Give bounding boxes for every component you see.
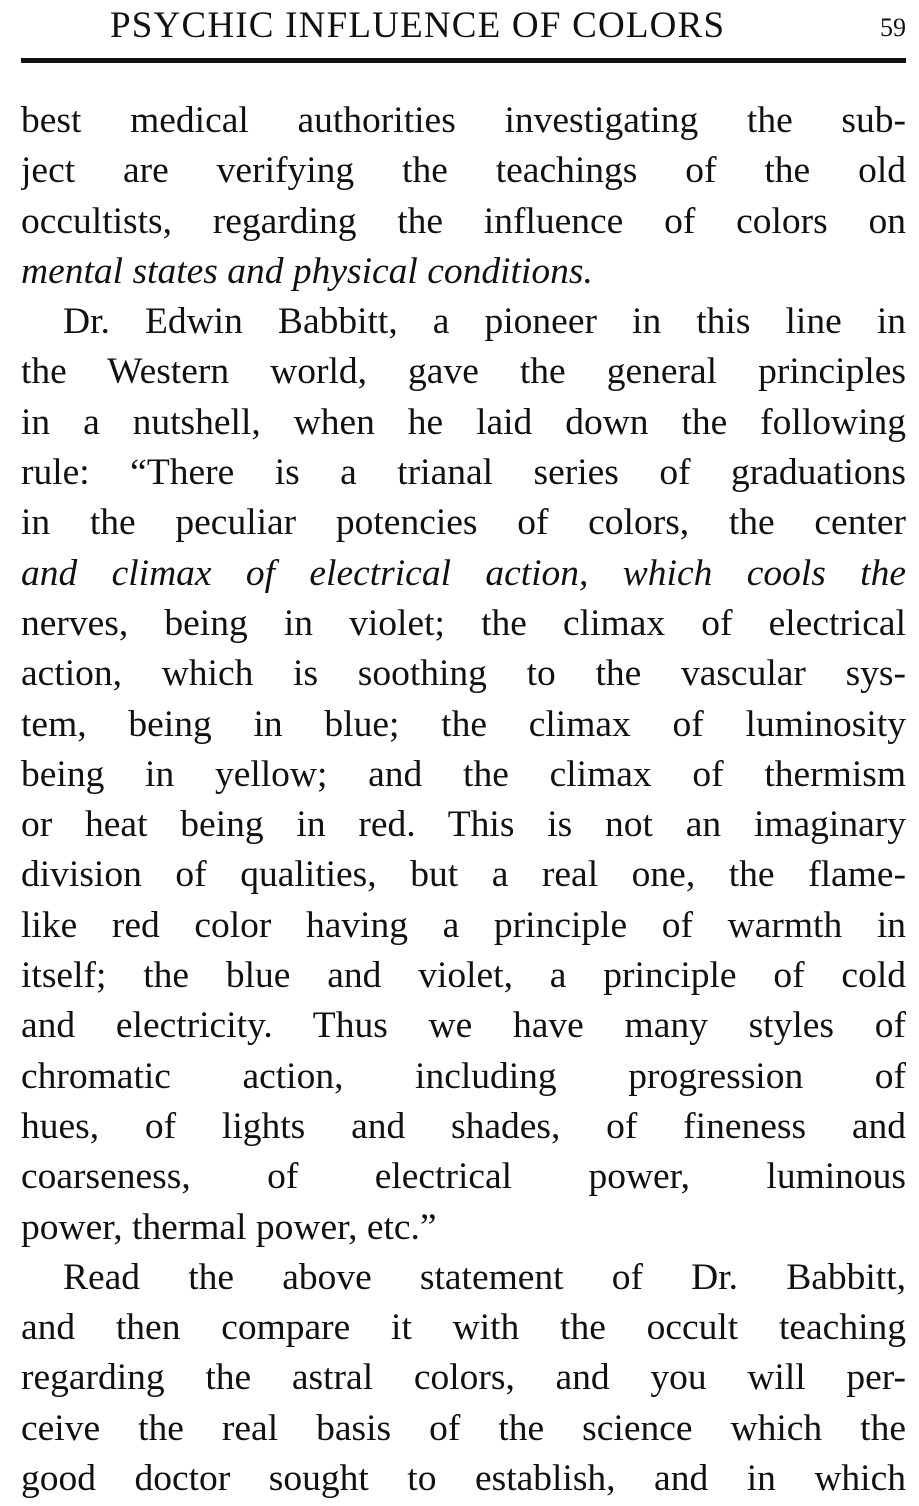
text-line: hues, of lights and shades, of fineness and [21, 1105, 906, 1147]
page-number: 59 [880, 13, 906, 42]
text-line: like red color having a principle of warmth in [21, 904, 906, 946]
body-text [21, 96, 906, 1504]
text-line: mental states and physical conditions. [21, 250, 593, 292]
text-line: occultists, regarding the influence of colors on [21, 200, 906, 242]
text-line: rule: “There is a trianal series of graduations [21, 452, 906, 494]
paragraph-start-line: Dr. Edwin Babbitt, a pioneer in this line in [63, 301, 906, 343]
text-line: and electricity. Thus we have many styles of [21, 1005, 906, 1047]
text-line: action, which is soothing to the vascular sys- [21, 653, 906, 695]
text-line: in a nutshell, when he laid down the following [21, 401, 906, 443]
text-line: itself; the blue and violet, a principle of cold [21, 955, 906, 997]
text-line: or heat being in red. This is not an imaginary [21, 804, 906, 846]
text-line: coarseness, of electrical power, luminous [21, 1156, 906, 1198]
text-line: tem, being in blue; the climax of luminosity [21, 703, 906, 745]
text-line: division of qualities, but a real one, the flame- [21, 854, 906, 896]
text-line: power, thermal power, etc.” [21, 1206, 437, 1248]
text-line: best medical authorities investigating the sub- [21, 100, 906, 141]
text-line: in the peculiar potencies of colors, the center [21, 502, 906, 544]
running-head [96, 4, 906, 48]
text-line: regarding the astral colors, and you will per- [21, 1357, 906, 1399]
text-line: good doctor sought to establish, and in which [21, 1458, 906, 1500]
paragraph-start-line: Read the above statement of Dr. Babbitt, [63, 1256, 906, 1298]
text-line: nerves, being in violet; the climax of electrical [21, 602, 906, 644]
text-line: and climax of electrical action, which cools the [21, 552, 906, 594]
text-line: ceive the real basis of the science which the [21, 1407, 906, 1449]
text-line: being in yellow; and the climax of thermism [21, 753, 906, 795]
header-rule [21, 58, 906, 63]
text-line: the Western world, gave the general principles [21, 351, 906, 393]
text-line: chromatic action, including progression of [21, 1055, 906, 1097]
text-line: and then compare it with the occult teaching [21, 1307, 906, 1349]
running-title: PSYCHIC INFLUENCE OF COLORS [110, 5, 726, 46]
text-line: ject are verifying the teachings of the old [21, 150, 906, 192]
